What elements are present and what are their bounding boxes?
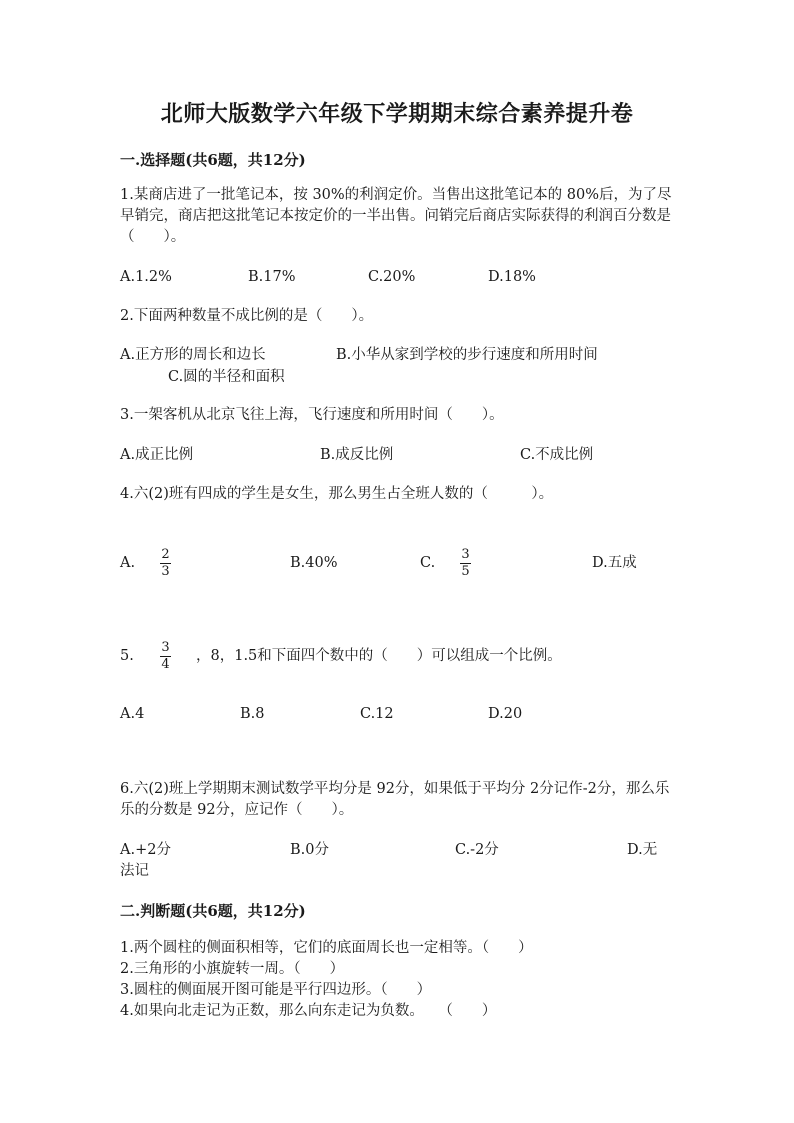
question-4-stem: 4.六(2)班有四成的学生是女生，那么男生占全班人数的（ ）。 xyxy=(120,486,554,502)
fraction-numerator: 3 xyxy=(461,547,470,562)
q6-option-a: A.+2分 xyxy=(120,842,171,858)
q5-option-c: C.12 xyxy=(360,706,394,722)
q5-option-d: D.20 xyxy=(488,706,523,722)
q6-option-b: B.0分 xyxy=(290,842,329,858)
q2-option-a: A.正方形的周长和边长 xyxy=(120,347,266,363)
q5-fraction xyxy=(160,641,171,672)
page-title: 北师大版数学六年级下学期期末综合素养提升卷 xyxy=(160,101,634,127)
q4-option-c-label: C. xyxy=(420,555,436,571)
q4-option-a-fraction xyxy=(160,548,171,579)
q1-option-a: A.1.2% xyxy=(120,269,172,285)
fraction-denominator: 4 xyxy=(161,657,170,672)
q4-option-d: D.五成 xyxy=(592,555,637,571)
q5-option-b: B.8 xyxy=(240,706,265,722)
judgment-item-4: 4.如果向北走记为正数，那么向东走记为负数。 （ ） xyxy=(120,1003,497,1019)
judgment-item-1: 1.两个圆柱的侧面积相等，它们的底面周长也一定相等。（ ） xyxy=(120,940,533,956)
q1-option-d: D.18% xyxy=(488,269,536,285)
question-5-stem: ，8，1.5和下面四个数中的（ ）可以组成一个比例。 xyxy=(196,648,562,664)
q4-option-a-label: A. xyxy=(120,555,136,571)
fraction-numerator: 3 xyxy=(161,640,170,655)
q3-option-a: A.成正比例 xyxy=(120,447,194,463)
q1-option-c: C.20% xyxy=(368,269,416,285)
question-2-stem: 2.下面两种数量不成比例的是（ ）。 xyxy=(120,308,374,324)
fraction-denominator: 3 xyxy=(161,564,170,579)
q2-option-c: C.圆的半径和面积 xyxy=(168,369,285,385)
q2-option-b: B.小华从家到学校的步行速度和所用时间 xyxy=(336,347,598,363)
fraction-numerator: 2 xyxy=(161,547,170,562)
judgment-item-3: 3.圆柱的侧面展开图可能是平行四边形。（ ） xyxy=(120,982,432,998)
question-6-stem: 6.六(2)班上学期期末测试数学平均分是 92分，如果低于平均分 2分记作-2分，那么乐乐的分数是 92分，应记作（ ）。 xyxy=(120,781,670,818)
q6-option-d-continued: 法记 xyxy=(120,863,149,879)
q5-option-a: A.4 xyxy=(120,706,145,722)
q6-option-c: C.-2分 xyxy=(455,842,499,858)
section-heading-choice: 一.选择题(共6题，共12分) xyxy=(120,151,306,169)
question-3-stem: 3.一架客机从北京飞往上海，飞行速度和所用时间（ ）。 xyxy=(120,407,504,423)
q4-option-c-fraction xyxy=(460,548,471,579)
q3-option-c: C.不成比例 xyxy=(520,447,594,463)
q1-option-b: B.17% xyxy=(248,269,296,285)
fraction-denominator: 5 xyxy=(461,564,470,579)
q4-option-b: B.40% xyxy=(290,555,338,571)
section-heading-judgment: 二.判断题(共6题，共12分) xyxy=(120,902,306,920)
question-1-stem: 1.某商店进了一批笔记本，按 30%的利润定价。当售出这批笔记本的 80%后，为了尽早销完，商店把这批笔记本按定价的一半出售。问销完后商店实际获得的利润百分数是（ ）。 xyxy=(120,187,672,245)
question-5-label: 5. xyxy=(120,648,134,664)
q3-option-b: B.成反比例 xyxy=(320,447,394,463)
q6-option-d: D.无 xyxy=(627,842,658,858)
judgment-item-2: 2.三角形的小旗旋转一周。（ ） xyxy=(120,961,345,977)
